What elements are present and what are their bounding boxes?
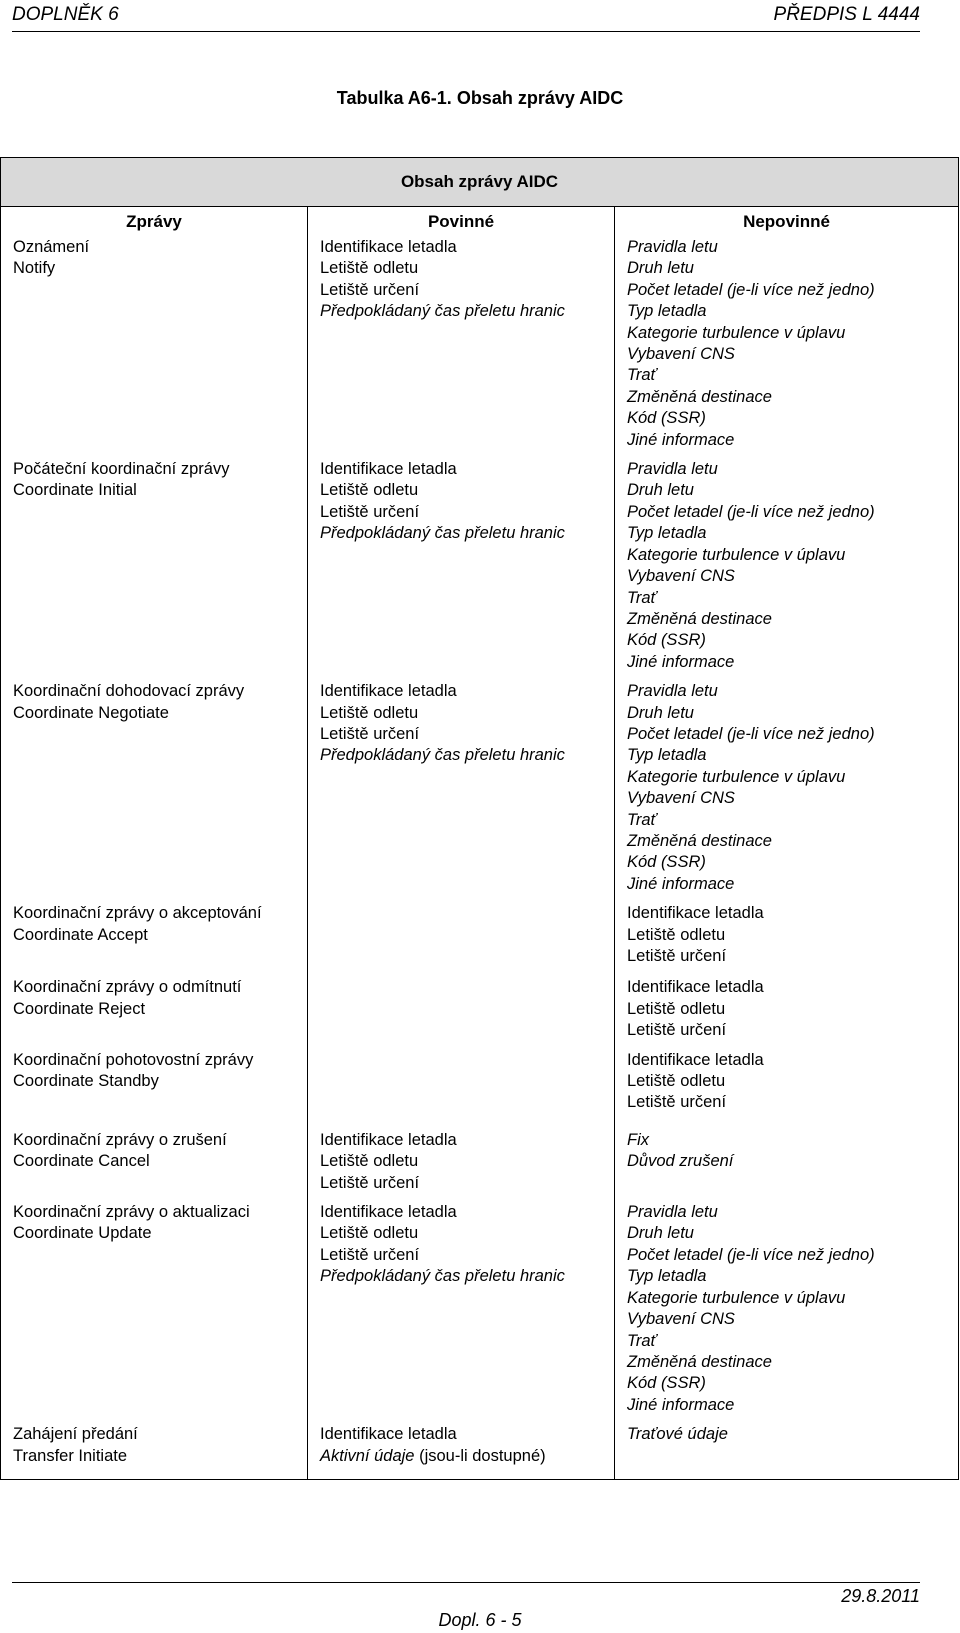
- mandatory-cell: [308, 977, 615, 1049]
- field-item: [627, 387, 958, 408]
- field-item: [627, 1395, 958, 1416]
- field-name: Identifikace letadla: [320, 1130, 457, 1149]
- field-item: [627, 237, 958, 258]
- field-item: [627, 365, 958, 386]
- field-name: Identifikace letadla: [320, 1425, 457, 1444]
- field-item: [627, 852, 958, 873]
- message-name-cz: Zahájení předání: [13, 1425, 138, 1444]
- field-item: [320, 1223, 614, 1244]
- message-cell: [1, 1202, 308, 1424]
- field-item: [627, 502, 958, 523]
- field-item: [320, 1130, 614, 1151]
- message-name-en: Coordinate Initial: [13, 481, 137, 500]
- field-name: Druh letu: [627, 481, 694, 500]
- field-name: Změněná destinace: [627, 387, 772, 406]
- table-row: [1, 1124, 959, 1202]
- field-name: Předpokládaný čas přeletu hranic: [320, 524, 565, 543]
- field-item: [627, 1130, 958, 1151]
- field-item: [627, 1352, 958, 1373]
- message-name-cz: Koordinační zprávy o odmítnutí: [13, 978, 242, 997]
- message-name-cz: Počáteční koordinační zprávy: [13, 460, 230, 479]
- running-header-right: PŘEDPIS L 4444: [773, 4, 920, 25]
- message-name-en: Coordinate Cancel: [13, 1152, 150, 1171]
- field-item: [320, 1266, 614, 1287]
- field-item: [627, 1266, 958, 1287]
- field-name: Letiště určení: [627, 947, 727, 965]
- field-name: Jiné informace: [627, 874, 735, 893]
- field-item: [320, 703, 614, 724]
- table-row: [1, 237, 959, 459]
- running-header-left: DOPLNĚK 6: [12, 4, 119, 25]
- field-name: Důvod zrušení: [627, 1152, 734, 1171]
- message-name-en: Coordinate Accept: [13, 925, 148, 944]
- field-name: Trať: [627, 366, 657, 385]
- field-item: [627, 301, 958, 322]
- field-name: Trať: [627, 588, 657, 607]
- field-name: Letiště odletu: [627, 1072, 726, 1091]
- message-cell: [1, 903, 308, 977]
- field-item: [627, 588, 958, 609]
- message-name-cz: Koordinační pohotovostní zprávy: [13, 1050, 254, 1069]
- field-item: [627, 1071, 958, 1092]
- table-row: [1, 977, 959, 1049]
- aidc-message-table: [0, 157, 959, 1480]
- field-item: [627, 788, 958, 809]
- field-item: [627, 1050, 958, 1071]
- optional-cell: [615, 903, 959, 977]
- table-row: [1, 459, 959, 681]
- message-name-cz: Koordinační zprávy o akceptování: [13, 904, 262, 923]
- field-name: Vybavení CNS: [627, 345, 735, 364]
- table-row: [1, 1202, 959, 1424]
- optional-cell: [615, 1050, 959, 1124]
- field-name: Kategorie turbulence v úplavu: [627, 767, 846, 786]
- field-name: Identifikace letadla: [627, 904, 764, 923]
- table-caption: Tabulka A6-1. Obsah zprávy AIDC: [336, 88, 624, 108]
- field-item: [627, 1020, 958, 1041]
- field-item: [320, 258, 614, 279]
- field-name: Letiště odletu: [320, 703, 419, 722]
- field-name: Pravidla letu: [627, 460, 718, 479]
- field-name: Letiště odletu: [627, 999, 726, 1018]
- column-header-mandatory: Povinné: [308, 207, 615, 238]
- field-item: [627, 831, 958, 852]
- field-item: [627, 874, 958, 895]
- field-name: Letiště určení: [320, 502, 420, 521]
- message-cell: [1, 1050, 308, 1124]
- field-name: Identifikace letadla: [627, 978, 764, 997]
- message-name-en: Coordinate Reject: [13, 999, 146, 1018]
- field-name: Pravidla letu: [627, 238, 718, 256]
- field-name: Počet letadel (je-li více než jedno): [627, 724, 875, 743]
- optional-cell: [615, 977, 959, 1049]
- message-cell: [1, 1424, 308, 1479]
- field-item: [627, 545, 958, 566]
- field-item: [627, 1092, 958, 1113]
- field-name: Letiště určení: [627, 1021, 727, 1040]
- field-item: [627, 1223, 958, 1244]
- message-cell: [1, 459, 308, 681]
- field-name: Změněná destinace: [627, 609, 772, 628]
- field-item: [627, 430, 958, 451]
- field-item: [320, 745, 614, 766]
- footer-page-number: Dopl. 6 - 5: [438, 1610, 522, 1630]
- header-rule: [12, 31, 920, 32]
- field-name: Pravidla letu: [627, 682, 718, 701]
- field-name: Jiné informace: [627, 430, 735, 449]
- mandatory-cell: [308, 237, 615, 459]
- field-item: [320, 1202, 614, 1223]
- field-item: [627, 323, 958, 344]
- message-name-en: Notify: [13, 259, 56, 278]
- mandatory-cell: [308, 459, 615, 681]
- field-item: [627, 480, 958, 501]
- table-row: [1, 1424, 959, 1479]
- field-item: [320, 237, 614, 258]
- field-item: [627, 652, 958, 673]
- field-item: [627, 1288, 958, 1309]
- message-name-en: Coordinate Update: [13, 1224, 152, 1243]
- optional-cell: [615, 1202, 959, 1424]
- field-item: [627, 280, 958, 301]
- field-name: Změněná destinace: [627, 1352, 772, 1371]
- field-name: Letiště odletu: [320, 1152, 419, 1171]
- field-item: [320, 523, 614, 544]
- field-name: Kód (SSR): [627, 853, 706, 872]
- field-name: Traťové údaje: [627, 1425, 728, 1444]
- message-cell: [1, 977, 308, 1049]
- field-name: Počet letadel (je-li více než jedno): [627, 502, 875, 521]
- field-item: [320, 1424, 614, 1445]
- message-name-cz: Koordinační zprávy o zrušení: [13, 1130, 227, 1149]
- field-name: Letiště odletu: [320, 481, 419, 500]
- field-item: [320, 301, 614, 322]
- field-name: Předpokládaný čas přeletu hranic: [320, 746, 565, 765]
- table-row: [1, 1050, 959, 1124]
- field-name: Jiné informace: [627, 1395, 735, 1414]
- field-name: Letiště odletu: [320, 1224, 419, 1243]
- field-name: Předpokládaný čas přeletu hranic: [320, 1267, 565, 1286]
- message-name-en: Coordinate Standby: [13, 1072, 159, 1091]
- field-name: Letiště určení: [320, 1173, 420, 1192]
- field-item: [627, 810, 958, 831]
- field-name: Letiště určení: [627, 1093, 727, 1112]
- field-item: [320, 502, 614, 523]
- field-item: [627, 630, 958, 651]
- field-name: Aktivní údaje: [320, 1446, 415, 1465]
- field-item: [627, 1202, 958, 1223]
- field-item: [320, 724, 614, 745]
- field-name: Identifikace letadla: [320, 460, 457, 479]
- field-name: Kód (SSR): [627, 1374, 706, 1393]
- mandatory-cell: [308, 1124, 615, 1202]
- optional-cell: [615, 681, 959, 903]
- field-name: Kategorie turbulence v úplavu: [627, 545, 846, 564]
- table-title: Obsah zprávy AIDC: [1, 158, 959, 207]
- optional-cell: [615, 237, 959, 459]
- field-name: Počet letadel (je-li více než jedno): [627, 280, 875, 299]
- field-name: Pravidla letu: [627, 1203, 718, 1222]
- field-name: Typ letadla: [627, 302, 707, 321]
- table-title-row: [1, 158, 959, 207]
- field-item: [627, 999, 958, 1020]
- table-row: [1, 903, 959, 977]
- field-item: [627, 566, 958, 587]
- field-item: [627, 523, 958, 544]
- field-name: Vybavení CNS: [627, 567, 735, 586]
- field-name: Fix: [627, 1130, 649, 1149]
- field-item: [627, 459, 958, 480]
- optional-cell: [615, 1124, 959, 1202]
- field-name: Letiště určení: [320, 1245, 420, 1264]
- field-name: Letiště určení: [320, 724, 420, 743]
- mandatory-cell: [308, 1424, 615, 1479]
- field-name: Typ letadla: [627, 746, 707, 765]
- field-item: [627, 946, 958, 967]
- field-name: Identifikace letadla: [627, 1050, 764, 1069]
- message-name-en: Coordinate Negotiate: [13, 703, 169, 722]
- field-item: [627, 925, 958, 946]
- field-name: Letiště odletu: [627, 925, 726, 944]
- field-name: Předpokládaný čas přeletu hranic: [320, 302, 565, 321]
- field-item: [320, 1173, 614, 1194]
- mandatory-cell: [308, 903, 615, 977]
- field-name: Vybavení CNS: [627, 789, 735, 808]
- field-item: [627, 724, 958, 745]
- field-item: [627, 681, 958, 702]
- field-item: [627, 903, 958, 924]
- table-body: [1, 237, 959, 1479]
- field-name: Jiné informace: [627, 652, 735, 671]
- message-name-cz: Oznámení: [13, 238, 90, 256]
- message-name-cz: Koordinační zprávy o aktualizaci: [13, 1203, 250, 1222]
- field-name: Druh letu: [627, 259, 694, 278]
- field-name: Kategorie turbulence v úplavu: [627, 1288, 846, 1307]
- field-name: Kategorie turbulence v úplavu: [627, 323, 846, 342]
- field-item: [627, 977, 958, 998]
- message-name-cz: Koordinační dohodovací zprávy: [13, 682, 245, 701]
- table-row: [1, 681, 959, 903]
- field-item: [627, 745, 958, 766]
- field-item: [320, 480, 614, 501]
- column-header-messages: Zprávy: [1, 207, 308, 238]
- column-header-optional: Nepovinné: [615, 207, 959, 238]
- field-name: Změněná destinace: [627, 831, 772, 850]
- field-item: [627, 344, 958, 365]
- field-name: Trať: [627, 810, 657, 829]
- field-item: [627, 767, 958, 788]
- mandatory-cell: [308, 681, 615, 903]
- field-item: [627, 1151, 958, 1172]
- field-name: Kód (SSR): [627, 631, 706, 650]
- field-item: [627, 1373, 958, 1394]
- field-name: Typ letadla: [627, 1267, 707, 1286]
- field-item: [320, 459, 614, 480]
- field-item: [320, 681, 614, 702]
- field-name: Druh letu: [627, 1224, 694, 1243]
- optional-cell: [615, 1424, 959, 1479]
- field-item: [627, 258, 958, 279]
- field-name: Trať: [627, 1331, 657, 1350]
- field-name: Identifikace letadla: [320, 238, 457, 256]
- field-note: (jsou-li dostupné): [414, 1446, 546, 1465]
- field-item: [320, 280, 614, 301]
- message-cell: [1, 237, 308, 459]
- field-item: [320, 1446, 614, 1467]
- field-item: [627, 1424, 958, 1445]
- field-name: Identifikace letadla: [320, 682, 457, 701]
- field-name: Letiště odletu: [320, 259, 419, 278]
- field-item: [627, 1309, 958, 1330]
- message-name-en: Transfer Initiate: [13, 1446, 128, 1465]
- field-name: Vybavení CNS: [627, 1310, 735, 1329]
- mandatory-cell: [308, 1050, 615, 1124]
- message-cell: [1, 681, 308, 903]
- field-item: [627, 609, 958, 630]
- message-cell: [1, 1124, 308, 1202]
- field-name: Kód (SSR): [627, 409, 706, 428]
- field-item: [627, 408, 958, 429]
- field-item: [627, 1331, 958, 1352]
- mandatory-cell: [308, 1202, 615, 1424]
- field-item: [320, 1245, 614, 1266]
- optional-cell: [615, 459, 959, 681]
- column-header-row: [1, 207, 959, 238]
- field-name: Typ letadla: [627, 524, 707, 543]
- field-item: [627, 703, 958, 724]
- field-item: [627, 1245, 958, 1266]
- field-name: Druh letu: [627, 703, 694, 722]
- field-name: Počet letadel (je-li více než jedno): [627, 1245, 875, 1264]
- field-item: [320, 1151, 614, 1172]
- field-name: Letiště určení: [320, 280, 420, 299]
- footer-date: 29.8.2011: [841, 1586, 920, 1606]
- footer-rule: [12, 1582, 920, 1583]
- field-name: Identifikace letadla: [320, 1203, 457, 1222]
